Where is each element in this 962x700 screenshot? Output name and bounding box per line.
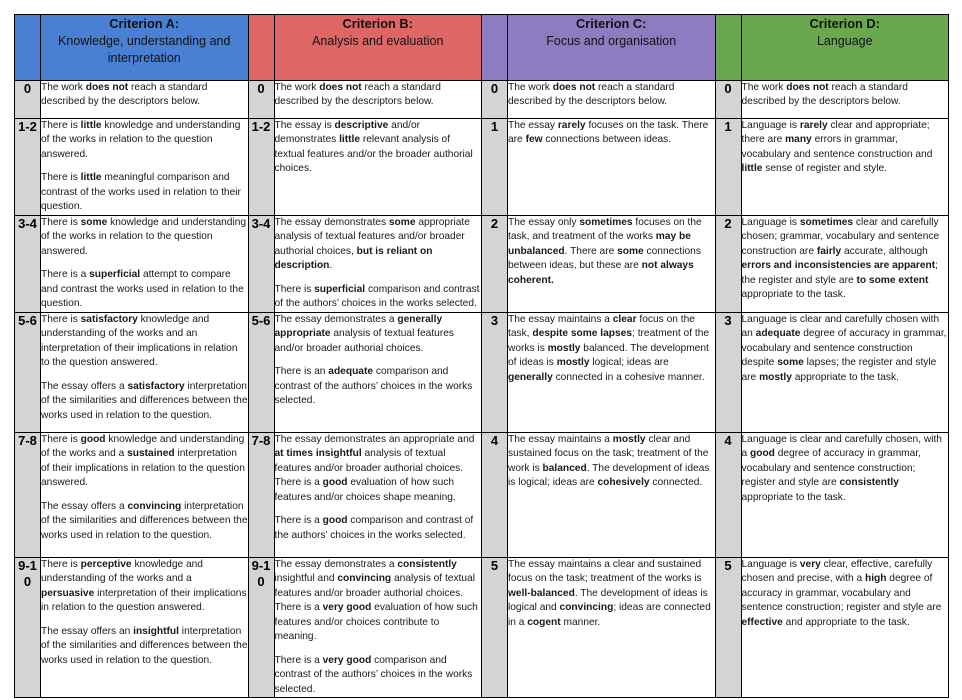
- score-cell-criterion-a: 5-6: [15, 312, 41, 432]
- score-cell-criterion-b: 0: [248, 81, 274, 119]
- descriptor-paragraph: The essay demonstrates a consistently insightful and convincing analysis of textual features and/or broader authorial choices. There is a very good evaluation of how such features and/or choices contribute to meaning.: [274, 558, 478, 643]
- descriptor-paragraph: The essay rarely focuses on the task. There are few connections between ideas.: [508, 120, 709, 146]
- descriptor-paragraph: Language is rarely clear and appropriate; there are many errors in grammar, vocabulary and sentence construction and little sense of register and style.: [741, 120, 933, 175]
- score-cell-criterion-a: 1-2: [15, 119, 41, 216]
- descriptor-paragraph: The essay maintains a clear focus on the task, despite some lapses; treatment of the works is mostly balanced. The development of ideas is mostly logical; ideas are generally connected in a cohesive manner.: [508, 313, 710, 383]
- descriptor-cell-criterion-d: [741, 432, 949, 557]
- descriptor-paragraph: The essay demonstrates an appropriate and at times insightful analysis of textual features and/or broader authorial choices. There is a good evaluation of how such features and/or choices shape meaning.: [274, 433, 475, 503]
- descriptor-cell-criterion-c: [508, 312, 716, 432]
- descriptor-cell-criterion-b: [274, 312, 482, 432]
- score-cell-criterion-d: 2: [715, 215, 741, 312]
- score-cell-criterion-c: 3: [482, 312, 508, 432]
- descriptor-cell-criterion-a: [41, 81, 249, 119]
- descriptor-cell-criterion-a: [41, 119, 249, 216]
- criterion-d-header: [741, 15, 949, 81]
- score-cell-criterion-d: 1: [715, 119, 741, 216]
- descriptor-paragraph: There is good knowledge and understanding of the works and a sustained interpretation of their implications in relation to the question answered.: [41, 433, 245, 489]
- score-cell-criterion-c: 2: [482, 215, 508, 312]
- descriptor-paragraph: The essay offers a convincing interpretation of the similarities and differences between the works used in relation to the question.: [41, 500, 248, 541]
- criterion-b-subtitle: Analysis and evaluation: [312, 33, 444, 48]
- descriptor-cell-criterion-b: [274, 81, 482, 119]
- score-cell-criterion-a: 9-10: [15, 557, 41, 697]
- descriptor-cell-criterion-b: [274, 432, 482, 557]
- descriptor-paragraph: The essay is descriptive and/or demonstrates little relevant analysis of textual features and/or the broader authorial choices.: [274, 120, 473, 175]
- descriptor-paragraph: The essay maintains a clear and sustained focus on the task; treatment of the works is well-balanced. The development of ideas is logical and convincing; ideas are connected in a cogent manner.: [508, 558, 711, 628]
- criterion-d-subtitle: Language: [816, 33, 873, 48]
- descriptor-cell-criterion-a: [41, 557, 249, 697]
- descriptor-paragraph: Language is very clear, effective, carefully chosen and precise, with a high degree of accuracy in grammar, vocabulary and sentence construction; register and style are effective and appropriate to the task.: [741, 558, 942, 628]
- descriptor-paragraph: There is perceptive knowledge and understanding of the works and a persuasive interpretation of their implications in relation to the question answered.: [41, 558, 247, 614]
- rubric-row: [15, 312, 949, 432]
- descriptor-paragraph: The essay only sometimes focuses on the task, and treatment of the works may be unbalanced. There are some connections between ideas, but these are not always coherent.: [508, 216, 702, 286]
- score-cell-criterion-a: 3-4: [15, 215, 41, 312]
- descriptor-cell-criterion-a: [41, 432, 249, 557]
- descriptor-paragraph: The work does not reach a standard described by the descriptors below.: [41, 82, 208, 108]
- assessment-criteria-table: [14, 14, 949, 698]
- rubric-row: [15, 215, 949, 312]
- descriptor-paragraph: There is little knowledge and understanding of the works in relation to the question answered.: [41, 120, 241, 160]
- score-cell-criterion-c: 4: [482, 432, 508, 557]
- score-cell-criterion-b: 9-10: [248, 557, 274, 697]
- descriptor-paragraph: The essay offers a satisfactory interpretation of the similarities and differences between the works used in relation to the question.: [41, 380, 248, 421]
- descriptor-paragraph: The essay maintains a mostly clear and sustained focus on the task; treatment of the work is balanced. The development of ideas is logical; ideas are cohesively connected.: [508, 433, 710, 489]
- descriptor-paragraph: There is a superficial attempt to compare and contrast the works used in relation to the question.: [41, 269, 244, 310]
- score-cell-criterion-b: 3-4: [248, 215, 274, 312]
- criterion-d-title: Criterion D:: [809, 16, 880, 31]
- descriptor-cell-criterion-a: [41, 215, 249, 312]
- descriptor-cell-criterion-d: [741, 215, 949, 312]
- score-cell-criterion-d: 4: [715, 432, 741, 557]
- criterion-a-title: Criterion A:: [109, 16, 180, 31]
- descriptor-paragraph: The essay offers an insightful interpretation of the similarities and differences between the works used in relation to the question.: [41, 625, 248, 666]
- descriptor-paragraph: Language is sometimes clear and carefully chosen; grammar, vocabulary and sentence construction are fairly accurate, although errors and inconsistencies are apparent; the register and style are to some extent appropriate to the task.: [741, 216, 940, 301]
- descriptor-cell-criterion-c: [508, 432, 716, 557]
- score-cell-criterion-b: 1-2: [248, 119, 274, 216]
- descriptor-paragraph: The work does not reach a standard described by the descriptors below.: [741, 82, 908, 108]
- criterion-c-title: Criterion C:: [576, 16, 647, 31]
- score-cell-criterion-d: 0: [715, 81, 741, 119]
- score-cell-criterion-c: 5: [482, 557, 508, 697]
- criterion-c-score-header: [482, 15, 508, 81]
- descriptor-paragraph: The work does not reach a standard described by the descriptors below.: [274, 82, 441, 108]
- descriptor-paragraph: There is superficial comparison and contrast of the authors’ choices in the works selected.: [274, 283, 480, 310]
- rubric-row: [15, 119, 949, 216]
- descriptor-paragraph: The essay demonstrates a generally appropriate analysis of textual features and/or broader authorial choices.: [274, 313, 454, 354]
- descriptor-paragraph: There is satisfactory knowledge and understanding of the works and an interpretation of their implications in relation to the question answered.: [41, 313, 238, 369]
- score-cell-criterion-c: 0: [482, 81, 508, 119]
- score-cell-criterion-a: 0: [15, 81, 41, 119]
- criterion-b-header: [274, 15, 482, 81]
- descriptor-paragraph: The work does not reach a standard described by the descriptors below.: [508, 82, 675, 108]
- descriptor-paragraph: Language is clear and carefully chosen, with a good degree of accuracy in grammar, vocabulary and sentence construction; register and style are consistently appropriate to the task.: [741, 433, 942, 503]
- criterion-c-subtitle: Focus and organisation: [546, 33, 677, 48]
- descriptor-paragraph: The essay demonstrates some appropriate analysis of textual features and/or broader authorial choices, but is reliant on description.: [274, 216, 470, 272]
- rubric-row: [15, 81, 949, 119]
- descriptor-cell-criterion-c: [508, 119, 716, 216]
- score-cell-criterion-b: 5-6: [248, 312, 274, 432]
- criterion-a-subtitle: Knowledge, understanding and interpretation: [58, 33, 231, 65]
- rubric-row: [15, 557, 949, 697]
- table-body: [15, 81, 949, 698]
- criterion-a-header: [41, 15, 249, 81]
- criteria-header-row: [15, 15, 949, 81]
- descriptor-cell-criterion-c: [508, 557, 716, 697]
- descriptor-paragraph: There is a good comparison and contrast of the authors’ choices in the works selected.: [274, 515, 474, 541]
- criterion-b-title: Criterion B:: [342, 16, 413, 31]
- descriptor-paragraph: Language is clear and carefully chosen with an adequate degree of accuracy in grammar, vocabulary and sentence construction despite some lapses; the register and style are mostly appropriate to the task.: [741, 313, 947, 383]
- descriptor-paragraph: There is an adequate comparison and contrast of the authors’ choices in the works selected.: [274, 366, 473, 407]
- criterion-a-score-header: [15, 15, 41, 81]
- score-cell-criterion-d: 3: [715, 312, 741, 432]
- criterion-b-score-header: [248, 15, 274, 81]
- table-header: [15, 15, 949, 81]
- rubric-row: [15, 432, 949, 557]
- descriptor-cell-criterion-a: [41, 312, 249, 432]
- descriptor-cell-criterion-c: [508, 215, 716, 312]
- criterion-c-header: [508, 15, 716, 81]
- score-cell-criterion-d: 5: [715, 557, 741, 697]
- descriptor-paragraph: There is little meaningful comparison and contrast of the works used in relation to their question.: [41, 172, 241, 213]
- descriptor-paragraph: There is a very good comparison and contrast of the authors’ choices in the works selected.: [274, 654, 473, 695]
- descriptor-cell-criterion-c: [508, 81, 716, 119]
- descriptor-cell-criterion-d: [741, 312, 949, 432]
- descriptor-cell-criterion-b: [274, 119, 482, 216]
- rubric-container: [14, 14, 948, 698]
- descriptor-cell-criterion-d: [741, 557, 949, 697]
- descriptor-cell-criterion-d: [741, 119, 949, 216]
- criterion-d-score-header: [715, 15, 741, 81]
- score-cell-criterion-b: 7-8: [248, 432, 274, 557]
- score-cell-criterion-c: 1: [482, 119, 508, 216]
- score-cell-criterion-a: 7-8: [15, 432, 41, 557]
- descriptor-cell-criterion-d: [741, 81, 949, 119]
- descriptor-paragraph: There is some knowledge and understanding of the works in relation to the question answered.: [41, 216, 247, 257]
- descriptor-cell-criterion-b: [274, 557, 482, 697]
- descriptor-cell-criterion-b: [274, 215, 482, 312]
